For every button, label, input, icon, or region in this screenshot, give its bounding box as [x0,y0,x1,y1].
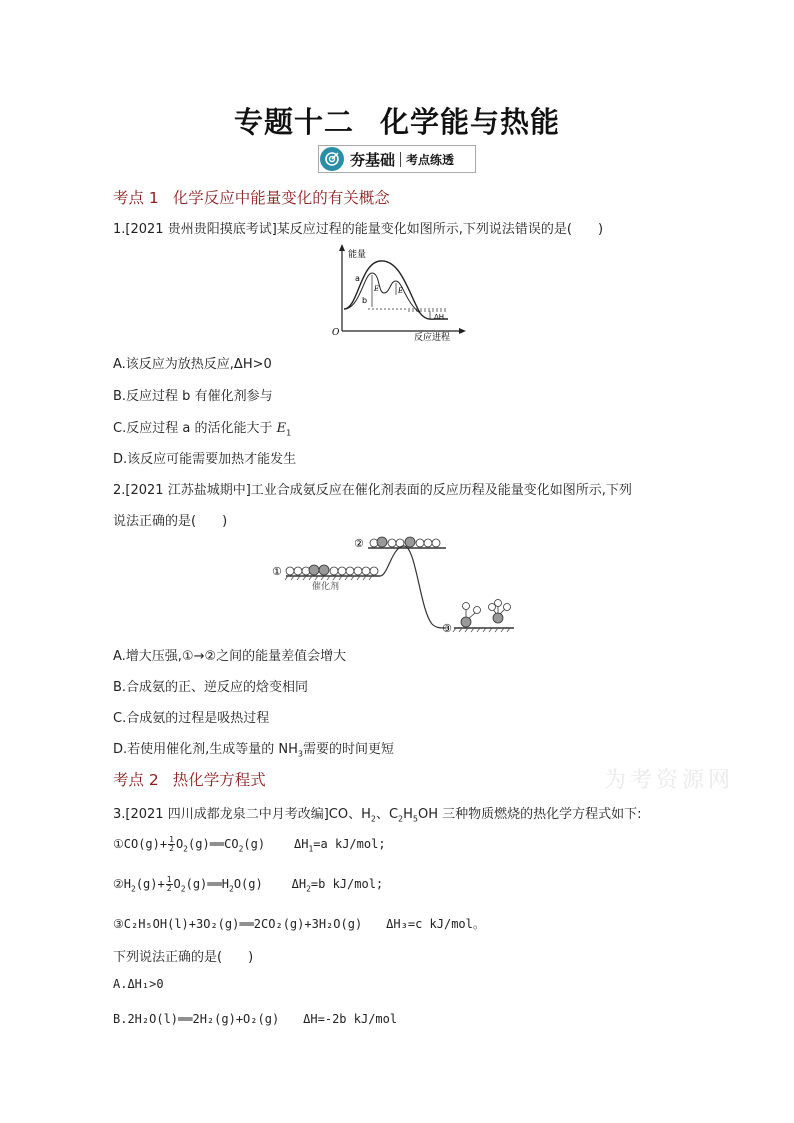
q3-equation-1: ①CO(g)+ $\frac{1}{2}$ $O_2(g)══CO_2(g)$ $\Delta H_1=a$ kJ/mol; [113,835,386,854]
q2-state-3-label: ③ [442,622,452,635]
q1-e1-label: E [374,285,380,293]
q3-stem: 3.[2021 四川成都龙泉二中月考改编]CO、$H_2$、$C_2H_5OH$ 三种物质燃烧的热化学方程式如下: [113,807,642,824]
q1-option-a: A.该反应为放热反应,ΔH>0 [113,357,272,372]
q2-stem-line1: 2.[2021 江苏盐城期中]工业合成氨反应在催化剂表面的反应历程及能量变化如图所示,下列 [113,483,632,498]
q2-option-c: C.合成氨的过程是吸热过程 [113,711,270,726]
q1-x-axis-label: 反应进程 [414,333,451,343]
section-heading-2: 考点 2 热化学方程式 [113,771,266,789]
q1-stem: 1.[2021 贵州贵阳摸底考试]某反应过程的能量变化如图所示,下列说法错误的是( ) [113,222,604,237]
badge-main-label: 夯基础 [350,150,396,169]
q1-option-d: D.该反应可能需要加热才能发生 [113,452,297,467]
q3-ask: 下列说法正确的是( ) [113,950,254,965]
section-badge [318,145,476,173]
q2-catalyst-label: 催化剂 [312,582,340,592]
q1-y-axis-label: 能量 [348,250,367,260]
q2-state-2-label: ② [354,537,364,550]
q3-option-b: B.2H₂O(l)══2H₂(g)+O₂(g) ΔH=-2b kJ/mol [113,1012,398,1026]
q1-origin-label: O [332,328,340,338]
q1-curve-b-label: b [362,296,368,305]
q3-equation-3: ③C₂H₅OH(l)+3O₂(g)══2CO₂(g)+3H₂O(g) ΔH₃=c kJ/mol。 [113,917,485,931]
badge-sub-label: 考点练透 [406,152,455,167]
q2-reaction-diagram [270,532,520,636]
q1-curve-a-label: a [355,274,360,283]
q2-option-b: B.合成氨的正、逆反应的焓变相同 [113,680,309,695]
page-title: 专题十二 化学能与热能 [233,105,561,139]
q1-e2-label: E [398,287,404,295]
q2-option-d: D.若使用催化剂,生成等量的 $NH_3$需要的时间更短 [113,742,395,759]
q3-equation-2: $②H_2(g)+$ $\frac{1}{2}$ $O_2(g)══H_2O(g)$ $\Delta H_2=b$ kJ/mol; [113,875,384,894]
watermark-text: 为考资源网 [604,768,735,793]
target-icon [320,147,344,171]
q1-energy-diagram [328,243,468,343]
q1-option-c: C.反应过程 a 的活化能大于 $E_1$ [113,421,292,438]
q3-option-a: A.ΔH₁>0 [113,977,164,991]
badge-divider [400,152,401,167]
q2-state-1-label: ① [272,565,282,578]
section-heading-1: 考点 1 化学反应中能量变化的有关概念 [113,189,390,207]
q1-dh-label: ΔH [434,313,445,321]
q2-option-a: A.增大压强,①→②之间的能量差值会增大 [113,649,347,664]
q1-option-b: B.反应过程 b 有催化剂参与 [113,389,273,404]
q2-stem-line2: 说法正确的是( ) [113,514,228,529]
